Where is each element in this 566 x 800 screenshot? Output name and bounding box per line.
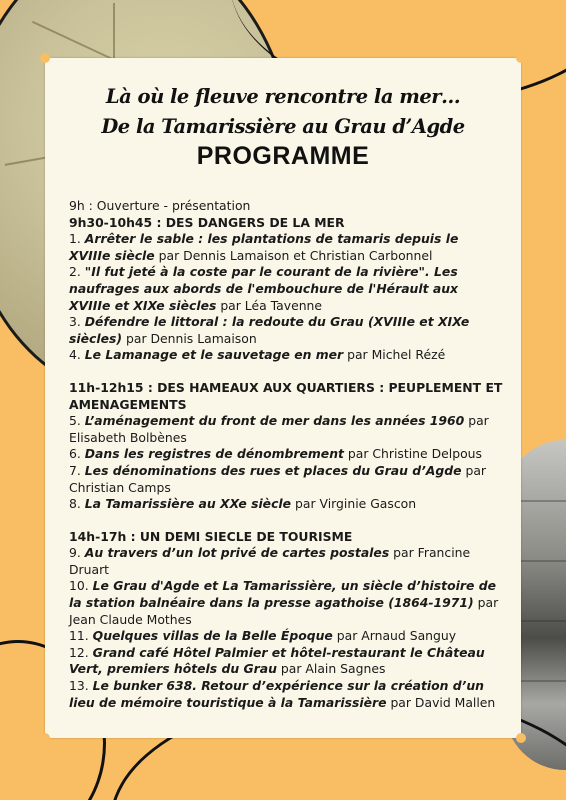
program-item: 10. Le Grau d'Agde et La Tamarissière, un siècle d’histoire de la station balnéaire dans la presse agathoise (1864-1971) par Jean Claude Mothes bbox=[69, 578, 499, 627]
program-item: 6. Dans les registres de dénombrement par Christine Delpous bbox=[69, 446, 482, 462]
program-item: 9. Au travers d’un lot privé de cartes postales par Francine Druart bbox=[69, 545, 471, 577]
program-item: 4. Le Lamanage et le sauvetage en mer par Michel Rézé bbox=[69, 347, 446, 363]
program-item: 5. L’aménagement du front de mer dans les années 1960 par Elisabeth Bolbènes bbox=[69, 413, 489, 445]
program-item: 2. "Il fut jeté à la coste par le courant de la rivière". Les naufrages aux abords de l'embouchure de l'Hérault aux XVIIIe et XIXe siècles par Léa Tavenne bbox=[69, 264, 459, 313]
program-heading: PROGRAMME bbox=[196, 142, 370, 170]
program-item: 11. Quelques villas de la Belle Époque par Arnaud Sanguy bbox=[69, 628, 457, 644]
session-heading: 11h-12h15 : DES HAMEAUX AUX QUARTIERS : PEUPLEMENT ET AMENAGEMENTS bbox=[69, 379, 503, 412]
program-item: 1. Arrêter le sable : les plantations de tamaris depuis le XVIIIe siècle par Dennis Lamaison et Christian Carbonnel bbox=[69, 231, 459, 263]
session-heading: 14h-17h : UN DEMI SIECLE DE TOURISME bbox=[69, 528, 353, 544]
title-line-1: Là où le fleuve rencontre la mer… bbox=[105, 85, 461, 108]
program-item: 7. Les dénominations des rues et places du Grau d’Agde par Christian Camps bbox=[69, 462, 487, 495]
program-item: 12. Grand café Hôtel Palmier et hôtel-restaurant le Château Vert, premiers hôtels du Grau par Alain Sagnes bbox=[69, 644, 485, 677]
title-line-2: De la Tamarissière au Grau d’Agde bbox=[101, 115, 465, 138]
program-content bbox=[69, 198, 503, 711]
session-3 bbox=[69, 529, 503, 712]
program-card bbox=[45, 58, 521, 738]
session-1 bbox=[69, 215, 503, 364]
session-2 bbox=[69, 380, 503, 513]
program-item: 3. Défendre le littoral : la redoute du Grau (XVIIIe et XIXe siècles) par Dennis Lamaison bbox=[69, 314, 470, 346]
session-heading: 9h30-10h45 : DES DANGERS DE LA MER bbox=[69, 214, 345, 230]
opening-line: 9h : Ouverture - présentation bbox=[69, 198, 251, 213]
program-item: 8. La Tamarissière au XXe siècle par Virginie Gascon bbox=[69, 496, 417, 512]
program-item: 13. Le bunker 638. Retour d’expérience sur la création d’un lieu de mémoire touristique à la Tamarissière par David Mallen bbox=[69, 678, 496, 710]
